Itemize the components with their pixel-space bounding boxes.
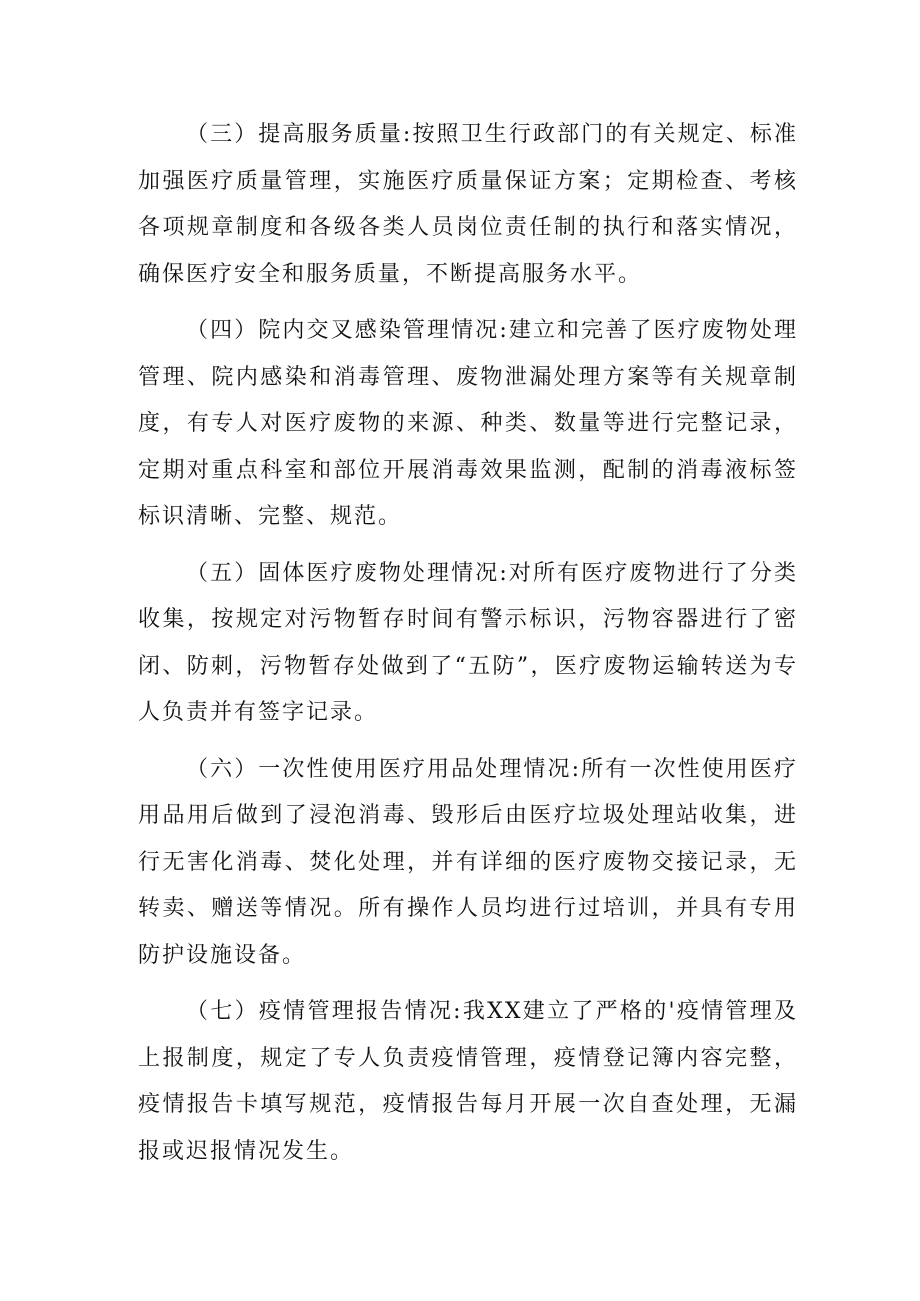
paragraph-epidemic-reporting [138,989,798,1175]
paragraph-heading: （三）提高服务质量: [186,122,413,147]
paragraph-text: 建立和完善了医疗废物处理管理、院内感染和消毒管理、废物泄漏处理方案等有关规章制度，有专人对医疗废物的来源、种类、数量等进行完整记录，定期对重点科室和部位开展消毒效果监测，配制的消毒液标签标识清晰、完整、规范。 [138,318,798,529]
document-body [138,112,798,1185]
paragraph-heading: （五）固体医疗废物处理情况: [186,560,509,586]
paragraph-solid-waste [138,551,798,737]
paragraph-text: 所有一次性使用医疗用品用后做到了浸泡消毒、毁形后由医疗垃圾处理站收集，进行无害化消毒、焚化处理，并有详细的医疗废物交接记录，无转卖、赠送等情况。所有操作人员均进行过培训，并具有专用防护设施设备。 [138,756,798,968]
paragraph-heading: （七）疫情管理报告情况: [186,999,463,1024]
paragraph-text: 按照卫生行政部门的有关规定、标准加强医疗质量管理，实施医疗质量保证方案；定期检查、考核各项规章制度和各级各类人员岗位责任制的执行和落实情况，确保医疗安全和服务质量，不断提高服务水平。 [138,122,798,287]
paragraph-text: 对所有医疗废物进行了分类收集，按规定对污物暂存时间有警示标识，污物容器进行了密闭、防刺，污物暂存处做到了“五防”，医疗废物运输转送为专人负责并有签字记录。 [138,560,798,725]
paragraph-text: 我XX建立了严格的'疫情管理及上报制度，规定了专人负责疫情管理，疫情登记簿内容完整，疫情报告卡填写规范，疫情报告每月开展一次自查处理，无漏报或迟报情况发生。 [138,999,799,1164]
paragraph-service-quality [138,112,798,298]
paragraph-heading: （四）院内交叉感染管理情况: [186,318,509,343]
paragraph-heading: （六）一次性使用医疗用品处理情况: [186,756,582,782]
paragraph-disposable-supplies [138,747,798,980]
paragraph-cross-infection [138,308,798,541]
